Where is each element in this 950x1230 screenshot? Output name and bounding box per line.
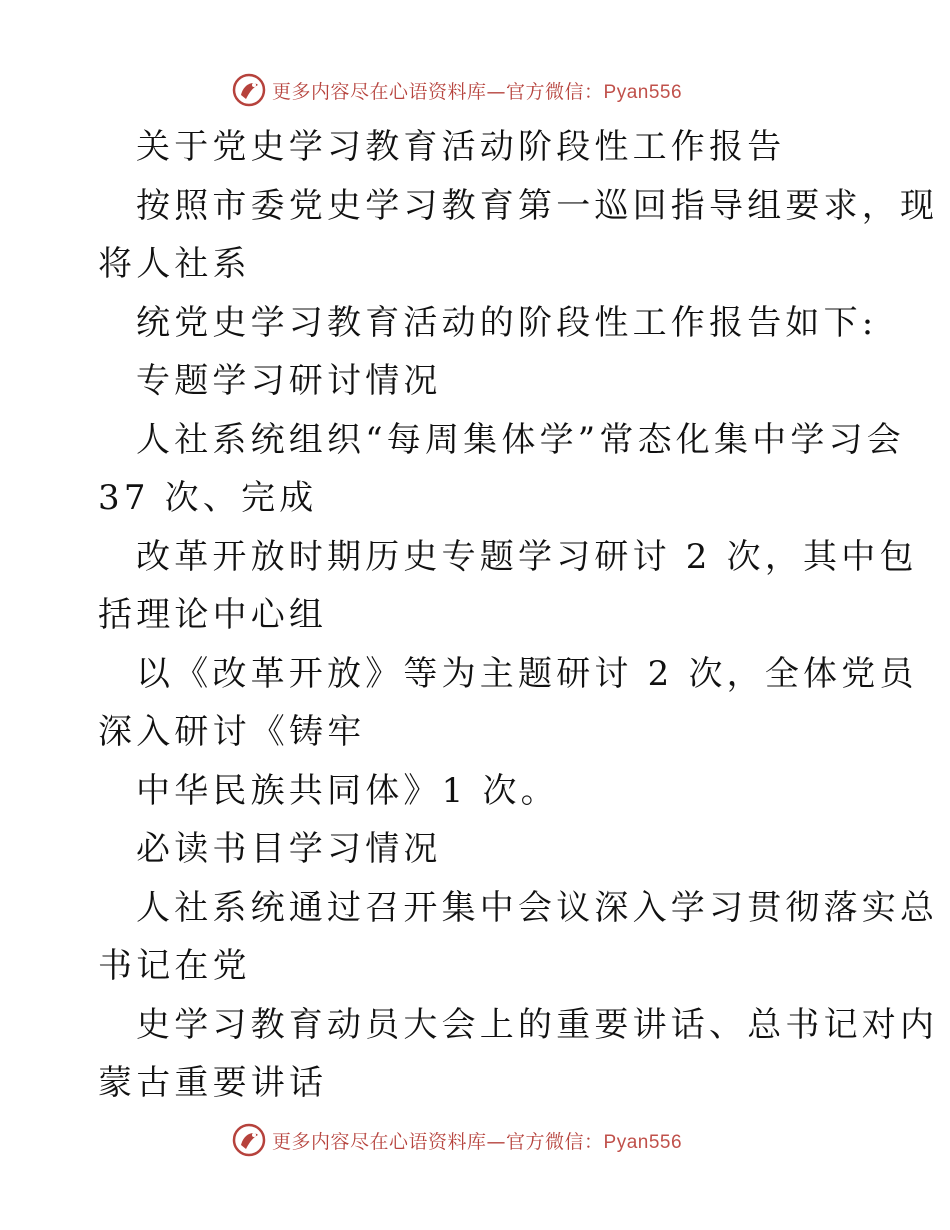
- footer-watermark: [232, 1120, 682, 1160]
- watermark-id: Pyan556: [603, 81, 683, 103]
- paragraph-line: 深入研讨《铸牢: [98, 712, 366, 752]
- paragraph-line: 蒙古重要讲话: [98, 1063, 328, 1103]
- paragraph-line: 人社系统通过召开集中会议深入学习贯彻落实总: [136, 888, 939, 928]
- paragraph-line: 改革开放时期历史专题学习研讨 2 次，其中包: [136, 537, 918, 577]
- paragraph-line: 人社系统组织“每周集体学”常态化集中学习会: [136, 420, 905, 460]
- paragraph-line: 以《改革开放》等为主题研讨 2 次，全体党员: [136, 654, 918, 694]
- paragraph-line: 括理论中心组: [98, 595, 328, 635]
- paragraph-line: 按照市委党史学习教育第一巡回指导组要求，现: [136, 186, 939, 226]
- paragraph-line: 史学习教育动员大会上的重要讲话、总书记对内: [136, 1005, 939, 1045]
- paragraph-line: 书记在党: [98, 946, 251, 986]
- section-heading: 必读书目学习情况: [136, 829, 442, 869]
- paragraph-line: 37 次、完成: [98, 478, 318, 518]
- paragraph-line: 将人社系: [98, 244, 251, 284]
- watermark-text: 更多内容尽在心语资料库—官方微信：: [272, 1130, 604, 1153]
- paragraph-line: 统党史学习教育活动的阶段性工作报告如下:: [136, 303, 878, 343]
- section-heading: 专题学习研讨情况: [136, 361, 442, 401]
- document-title: 关于党史学习教育活动阶段性工作报告: [136, 127, 786, 167]
- watermark-text: 更多内容尽在心语资料库—官方微信：: [272, 80, 604, 103]
- mouse-logo-icon: [232, 73, 266, 107]
- paragraph-line: 中华民族共同体》1 次。: [136, 771, 559, 811]
- mouse-logo-icon: [232, 1123, 266, 1157]
- watermark-id: Pyan556: [603, 1131, 683, 1153]
- header-watermark: [232, 70, 682, 110]
